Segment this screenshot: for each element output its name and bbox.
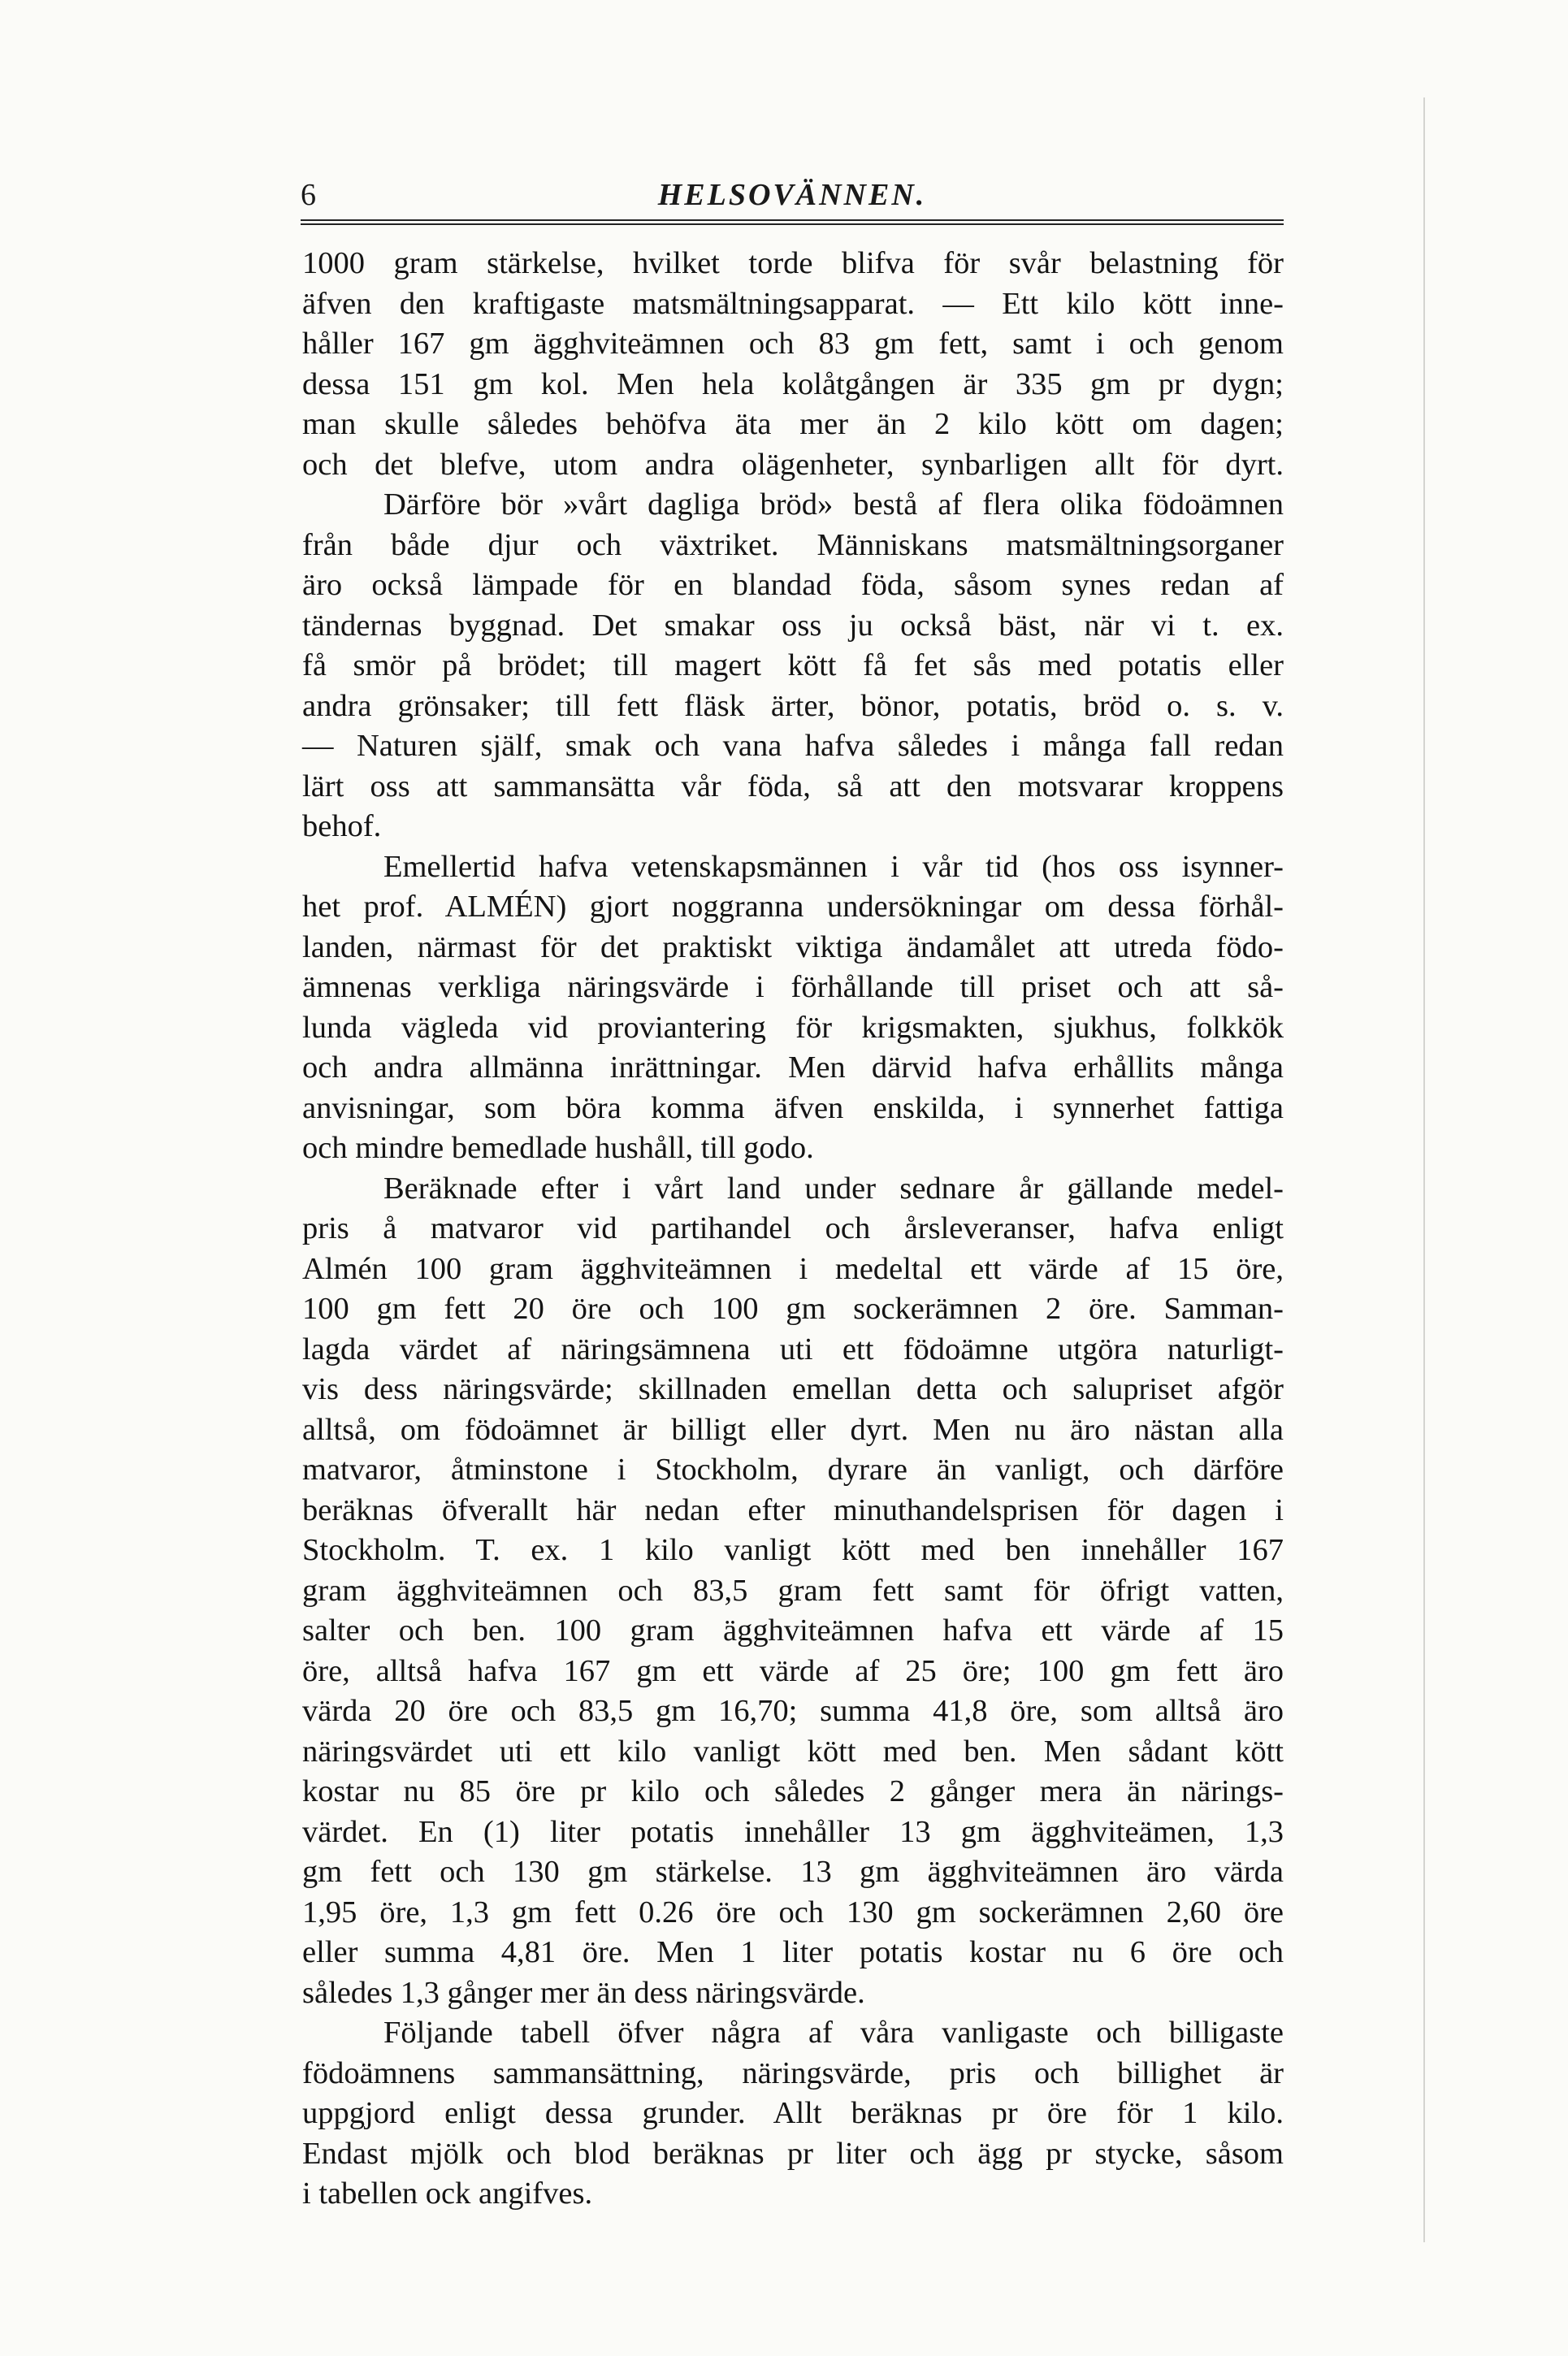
page-number: 6 xyxy=(301,178,316,212)
text-line: således 1,3 gånger mer än dess näringsvärde. xyxy=(302,1975,865,2010)
text-line: ämnenas verkliga näringsvärde i förhållande till priset och att så- xyxy=(302,970,1284,1004)
text-line: — Naturen själf, smak och vana hafva således i många fall redan xyxy=(302,729,1284,763)
text-line: och det blefve, utom andra olägenheter, synbarligen allt för dyrt. xyxy=(302,447,1284,482)
text-line: beräknas öfverallt här nedan efter minuthandelsprisen för dagen i xyxy=(302,1492,1284,1527)
text-line: och andra allmänna inrättningar. Men därvid hafva erhållits många xyxy=(302,1050,1284,1085)
page-header xyxy=(301,177,1284,216)
text-line: lagda värdet af näringsämnena uti ett födoämne utgöra naturligt- xyxy=(302,1332,1284,1366)
text-line: dessa 151 gm kol. Men hela kolåtgången är 335 gm pr dygn; xyxy=(302,366,1284,401)
text-line: eller summa 4,81 öre. Men 1 liter potatis kostar nu 6 öre och xyxy=(302,1935,1284,1969)
text-line: 1000 gram stärkelse, hvilket torde blifva för svår belastning för xyxy=(302,246,1284,280)
text-line: Stockholm. T. ex. 1 kilo vanligt kött med ben innehåller 167 xyxy=(302,1533,1284,1567)
scan-edge-shadow xyxy=(1423,97,1425,2242)
text-line: födoämnens sammansättning, näringsvärde, pris och billighet är xyxy=(302,2055,1284,2090)
text-line: från både djur och växtriket. Människans matsmältningsorganer xyxy=(302,527,1284,562)
text-line: alltså, om födoämnet är billigt eller dyrt. Men nu äro nästan alla xyxy=(302,1412,1284,1447)
text-line: lärt oss att sammansätta vår föda, så att den motsvarar kroppens xyxy=(302,769,1284,803)
text-line: Endast mjölk och blod beräknas pr liter och ägg pr stycke, såsom xyxy=(302,2136,1284,2171)
text-line: man skulle således behöfva äta mer än 2 kilo kött om dagen; xyxy=(302,407,1284,441)
text-line: och mindre bemedlade hushåll, till godo. xyxy=(302,1131,814,1165)
text-line: 1,95 öre, 1,3 gm fett 0.26 öre och 130 gm sockerämnen 2,60 öre xyxy=(302,1895,1284,1929)
text-line: kostar nu 85 öre pr kilo och således 2 gånger mera än närings- xyxy=(302,1774,1284,1808)
text-line: värda 20 öre och 83,5 gm 16,70; summa 41,8 öre, som alltså äro xyxy=(302,1694,1284,1728)
text-line: öre, alltså hafva 167 gm ett värde af 25 öre; 100 gm fett äro xyxy=(302,1653,1284,1688)
text-line: håller 167 gm ägghviteämnen och 83 gm fett, samt i och genom xyxy=(302,327,1284,361)
text-line: få smör på brödet; till magert kött få fet sås med potatis eller xyxy=(302,648,1284,682)
text-line: i tabellen ock angifves. xyxy=(302,2176,593,2211)
text-line: Följande tabell öfver några af våra vanligaste och billigaste xyxy=(383,2016,1284,2050)
body-text xyxy=(302,244,1284,2215)
text-line: Almén 100 gram ägghviteämnen i medeltal ett värde af 15 öre, xyxy=(302,1251,1284,1286)
text-line: het prof. ALMÉN) gjort noggranna undersökningar om dessa förhål- xyxy=(302,890,1284,924)
text-line: andra grönsaker; till fett fläsk ärter, bönor, potatis, bröd o. s. v. xyxy=(302,688,1284,723)
text-line: Beräknade efter i vårt land under sednare år gällande medel- xyxy=(383,1171,1284,1206)
text-line: äfven den kraftigaste matsmältningsapparat. — Ett kilo kött inne- xyxy=(302,286,1284,321)
header-double-rule xyxy=(301,219,1284,225)
text-line: Emellertid hafva vetenskapsmännen i vår tid (hos oss isynner- xyxy=(383,849,1284,884)
text-line: äro också lämpade för en blandad föda, såsom synes redan af xyxy=(302,568,1284,602)
text-line: gram ägghviteämnen och 83,5 gram fett samt för öfrigt vatten, xyxy=(302,1573,1284,1608)
text-line: vis dess näringsvärde; skillnaden emellan detta och salupriset afgör xyxy=(302,1372,1284,1406)
text-line: landen, närmast för det praktiskt viktiga ändamålet att utreda födo- xyxy=(302,929,1284,964)
text-line: uppgjord enligt dessa grunder. Allt beräknas pr öre för 1 kilo. xyxy=(302,2096,1284,2130)
text-line: anvisningar, som böra komma äfven enskilda, i synnerhet fattiga xyxy=(302,1090,1284,1125)
text-line: matvaror, åtminstone i Stockholm, dyrare än vanligt, och därföre xyxy=(302,1453,1284,1487)
text-line: 100 gm fett 20 öre och 100 gm sockerämnen 2 öre. Samman- xyxy=(302,1292,1284,1326)
running-title: HELSOVÄNNEN. xyxy=(657,178,927,212)
text-line: pris å matvaror vid partihandel och årsleveranser, hafva enligt xyxy=(302,1211,1284,1245)
text-line: gm fett och 130 gm stärkelse. 13 gm ägghviteämnen äro värda xyxy=(302,1855,1284,1889)
text-line: tändernas byggnad. Det smakar oss ju också bäst, när vi t. ex. xyxy=(302,608,1284,643)
text-line: Därföre bör »vårt dagliga bröd» bestå af flera olika födoämnen xyxy=(383,487,1284,522)
text-line: behof. xyxy=(302,809,382,843)
text-line: salter och ben. 100 gram ägghviteämnen hafva ett värde af 15 xyxy=(302,1613,1284,1648)
text-line: värdet. En (1) liter potatis innehåller 13 gm ägghviteämen, 1,3 xyxy=(302,1814,1284,1849)
text-line: näringsvärdet uti ett kilo vanligt kött med ben. Men sådant kött xyxy=(302,1734,1284,1769)
text-line: lunda vägleda vid proviantering för krigsmakten, sjukhus, folkkök xyxy=(302,1010,1284,1045)
